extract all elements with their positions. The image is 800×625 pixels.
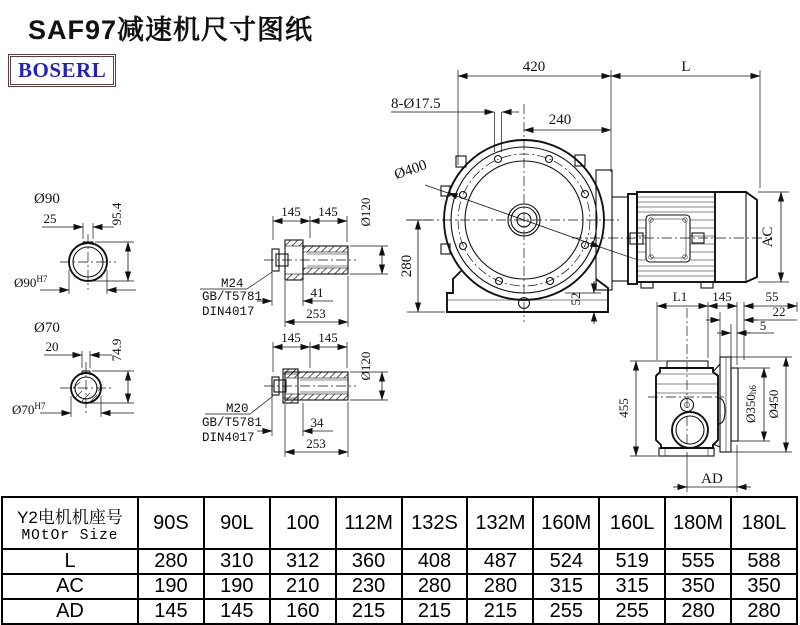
dim-label-key25: 25 (43, 211, 57, 226)
dim-m24-253: 253 (306, 306, 326, 321)
dim-55: 55 (765, 289, 779, 304)
cell: 350 (731, 574, 797, 599)
shaft-section-70-view (12, 320, 134, 417)
dim-label-fit90: $Ø90^{H7}$ (14, 274, 48, 290)
cell: 215 (336, 599, 402, 624)
dim-bolt-holes: 8-Ø17.5 (391, 96, 441, 112)
front-view (391, 59, 789, 324)
dim-m24-145a: 145 (281, 204, 301, 219)
cell: 360 (336, 549, 402, 574)
cell: 310 (204, 549, 270, 574)
dim-m24-dia120: Ø120 (358, 197, 373, 227)
table-row-AD (2, 599, 797, 624)
cell: 145 (204, 599, 270, 624)
dim-m20-145b: 145 (318, 330, 338, 345)
col-132S: 132S (402, 497, 468, 549)
row-label-AD: AD (2, 599, 138, 624)
cell: 280 (665, 599, 731, 624)
dim-22: 22 (772, 304, 786, 319)
cell: 145 (138, 599, 204, 624)
cell: 190 (138, 574, 204, 599)
dim-m24-145b: 145 (318, 204, 338, 219)
col-112M: 112M (336, 497, 402, 549)
col-90S: 90S (138, 497, 204, 549)
hollow-shaft-m20-view (202, 330, 388, 457)
dim-m20-145a: 145 (281, 330, 301, 345)
dim-dia350h6: Ø350h6 (743, 385, 758, 423)
label-std-din4017-a: DIN4017 (202, 305, 255, 319)
cell: 160 (270, 599, 336, 624)
dim-m20-dia120: Ø120 (358, 351, 373, 381)
cell: 588 (731, 549, 797, 574)
hollow-shaft-m24-view (200, 198, 388, 327)
dim-420: 420 (522, 59, 546, 75)
cell: 280 (402, 574, 468, 599)
cell: 350 (665, 574, 731, 599)
cell: 210 (270, 574, 336, 599)
cell: 255 (533, 599, 599, 624)
dim-dia450: Ø450 (766, 389, 781, 419)
side-view (616, 289, 797, 492)
dim-dia400: Ø400 (392, 157, 430, 184)
dim-label-fit70: $Ø70^{H7}$ (12, 401, 46, 417)
col-160M: 160M (533, 497, 599, 549)
col-180L: 180L (731, 497, 797, 549)
dim-label-key20: 20 (45, 339, 59, 354)
dim-240: 240 (548, 112, 572, 128)
dim-motor-AC: AC (760, 226, 776, 248)
cell: 215 (467, 599, 533, 624)
col-90L: 90L (204, 497, 270, 549)
dim-label-dia70: Ø70 (34, 320, 60, 336)
cell: 255 (599, 599, 665, 624)
col-100: 100 (270, 497, 336, 549)
dim-5: 5 (759, 318, 767, 333)
motor-size-table (1, 496, 798, 625)
cell: 312 (270, 549, 336, 574)
label-thread-m20: M20 (226, 402, 249, 416)
cell: 315 (599, 574, 665, 599)
dim-L1: L1 (672, 289, 688, 304)
col-132M: 132M (467, 497, 533, 549)
page-title: SAF97减速机尺寸图纸 (28, 15, 314, 45)
cell: 280 (731, 599, 797, 624)
col-180M: 180M (665, 497, 731, 549)
cell: 524 (533, 549, 599, 574)
table-header-motor-size (2, 497, 138, 549)
table-row-AC (2, 574, 797, 599)
cell: 555 (665, 549, 731, 574)
dim-280: 280 (399, 254, 415, 278)
table-row-L (2, 549, 797, 574)
dim-AD: AD (701, 471, 723, 487)
dim-m24-41: 41 (310, 285, 324, 300)
label-std-gbt5781-b: GB/T5781 (202, 416, 263, 430)
cell: 315 (533, 574, 599, 599)
col-160L: 160L (599, 497, 665, 549)
dim-m20-253: 253 (306, 436, 326, 451)
label-std-gbt5781-a: GB/T5781 (202, 290, 263, 304)
cell: 519 (599, 549, 665, 574)
shaft-section-90-view (14, 191, 136, 294)
label-std-din4017-b: DIN4017 (202, 431, 255, 445)
brand-logo: BOSERL (10, 56, 114, 85)
dim-145: 145 (712, 289, 732, 304)
dim-455: 455 (616, 398, 631, 418)
cell: 280 (467, 574, 533, 599)
dim-motor-length-L: L (681, 59, 691, 75)
row-label-AC: AC (2, 574, 138, 599)
cell: 230 (336, 574, 402, 599)
cell: 215 (402, 599, 468, 624)
dim-label-dia90: Ø90 (34, 191, 60, 207)
dim-52: 52 (568, 292, 583, 306)
cell: 408 (402, 549, 468, 574)
dim-label-95-4: 95.4 (109, 202, 124, 226)
cell: 190 (204, 574, 270, 599)
header-cn: Y2电机机座号 (17, 507, 123, 527)
dim-m20-34: 34 (310, 415, 324, 430)
dim-label-74-9: 74.9 (109, 338, 124, 362)
label-thread-m24: M24 (221, 277, 244, 291)
header-en: MOtOr Size (21, 527, 119, 544)
cell: 487 (467, 549, 533, 574)
cell: 280 (138, 549, 204, 574)
table-header-row (2, 497, 797, 549)
row-label-L: L (2, 549, 138, 574)
